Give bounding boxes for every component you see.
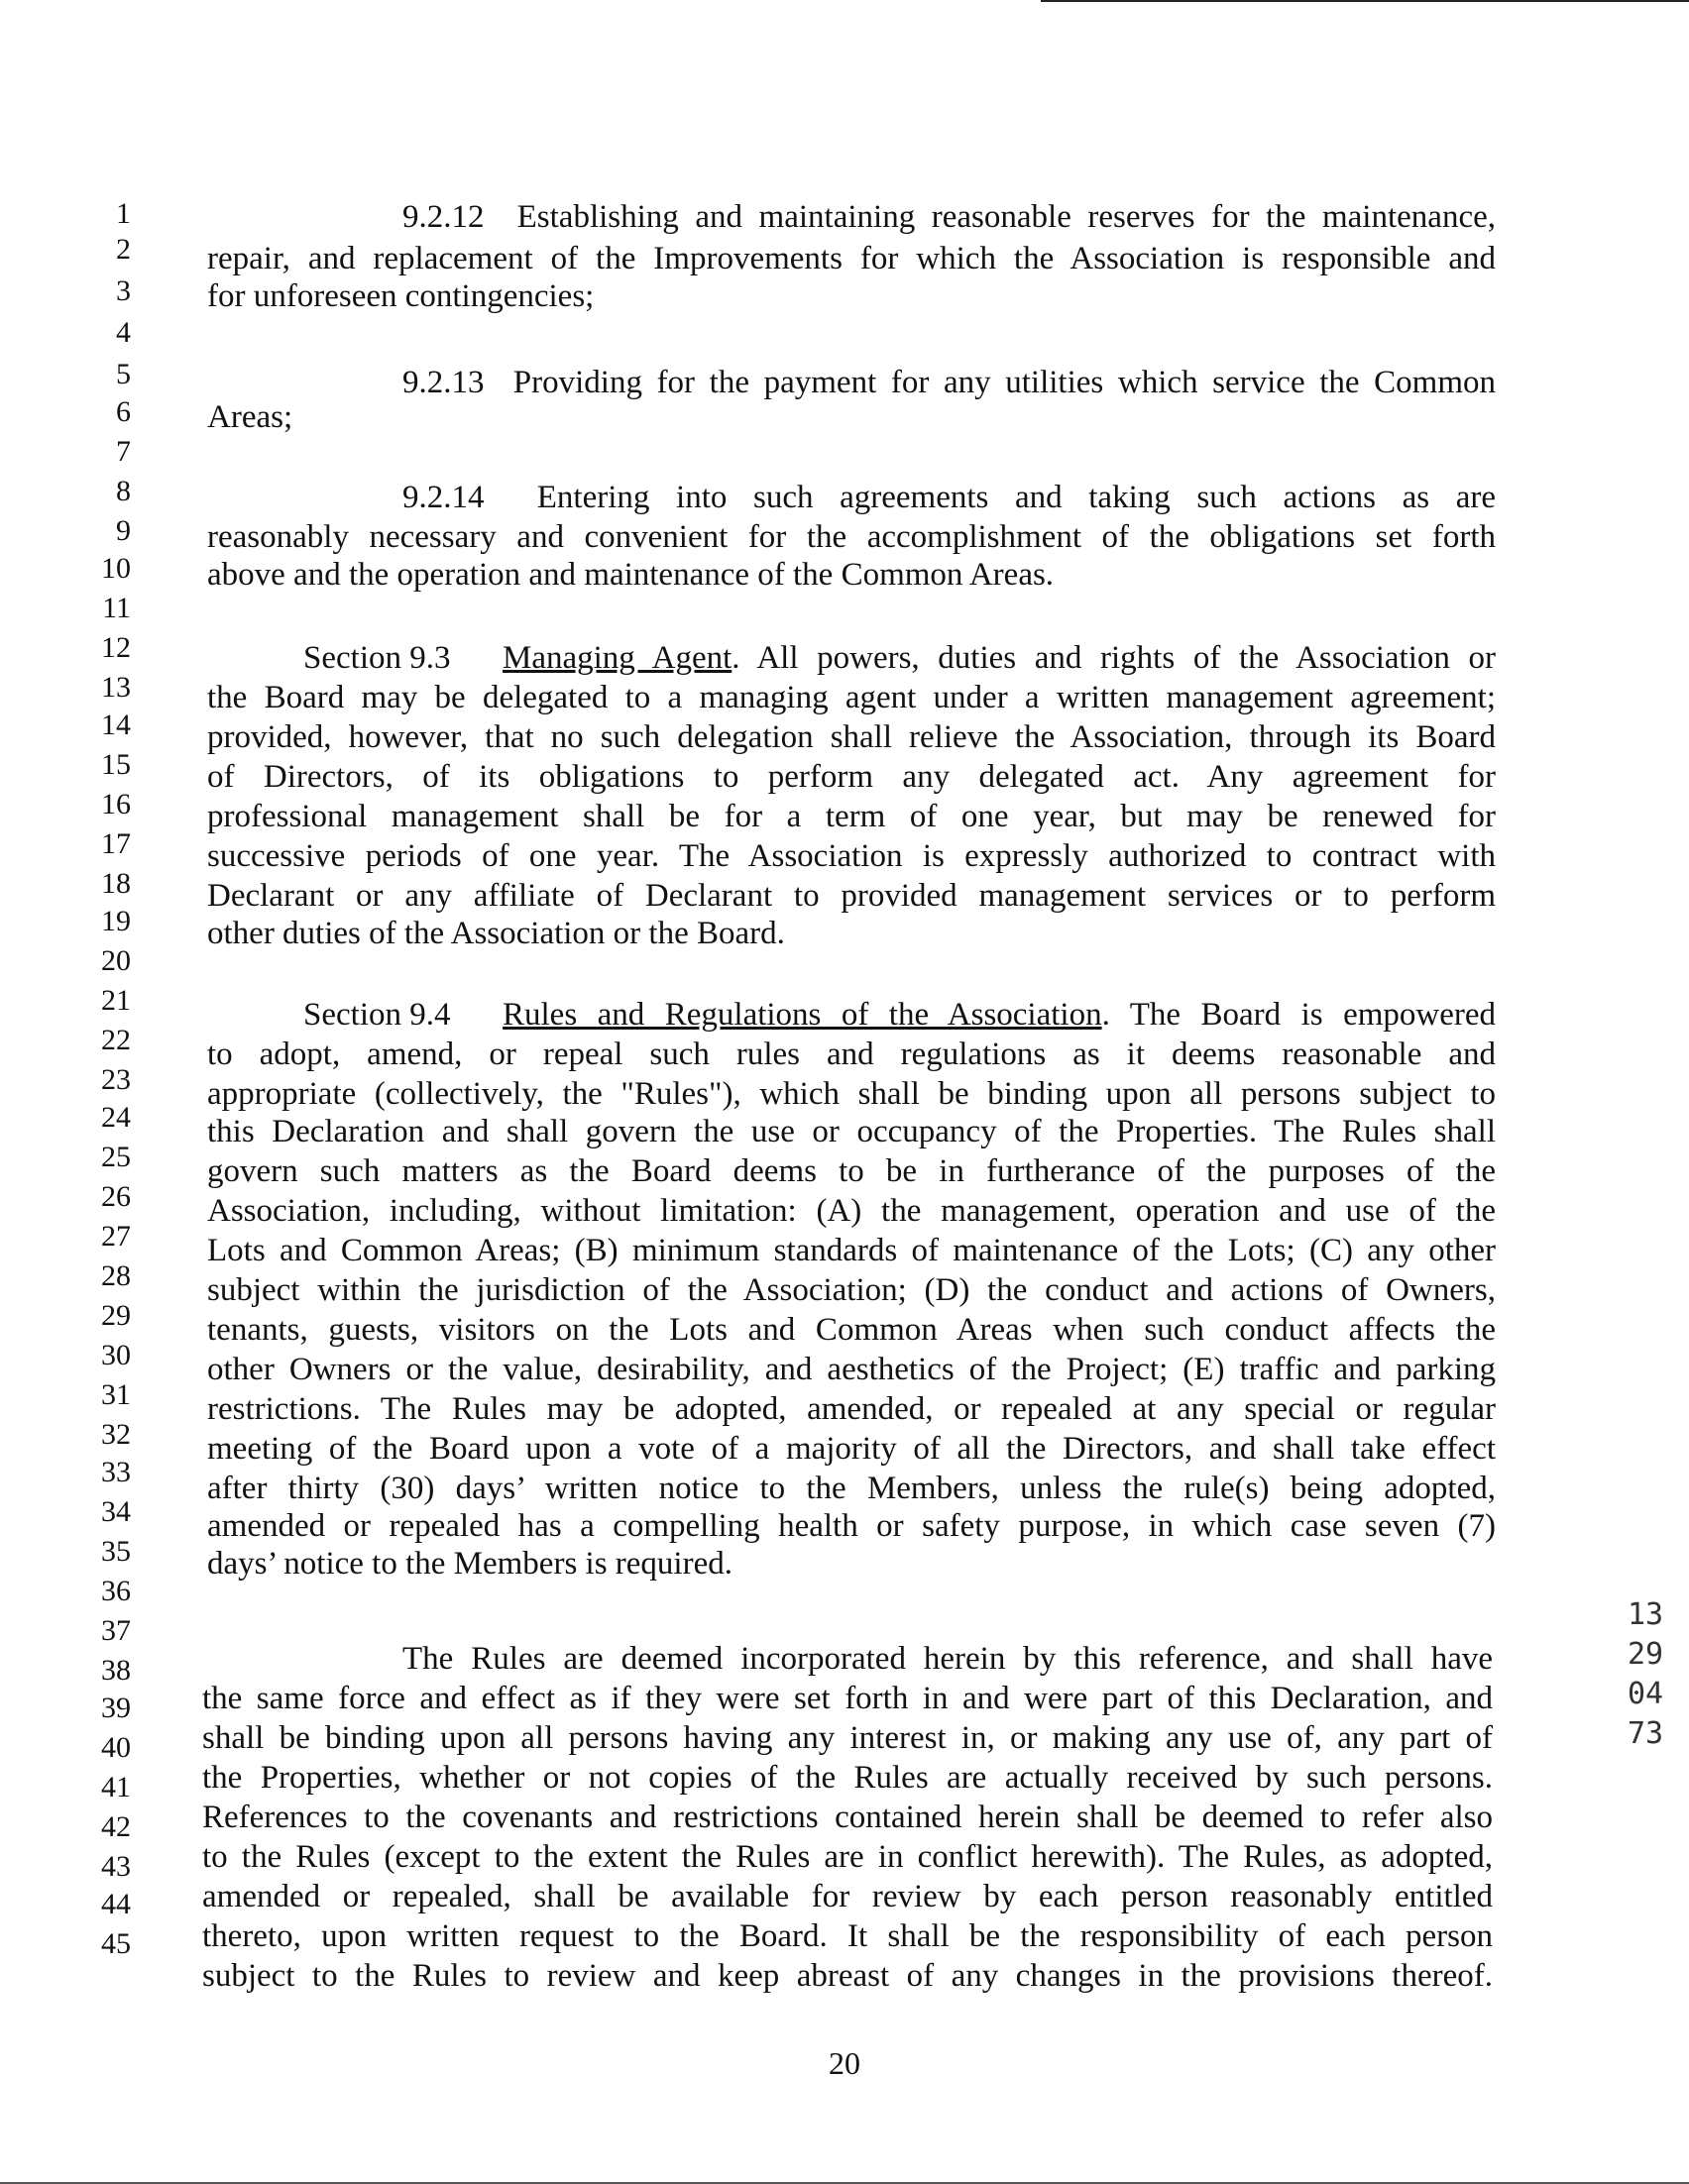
text-line: other duties of the Association or the Board. [207,916,785,951]
text-line: Areas; [207,399,293,435]
line-number: 18 [101,867,131,900]
line-number: 39 [101,1692,131,1724]
line-number: 26 [101,1180,131,1213]
text-line: successive periods of one year. The Association is expressly authorized to contract with [207,838,1496,874]
line-number: 17 [101,827,131,860]
line-number: 12 [101,631,131,664]
text-line: Declarant or any affiliate of Declarant to provided management services or to perform [207,878,1496,914]
line-number: 28 [101,1259,131,1292]
text-line: provided, however, that no such delegation shall relieve the Association, through its Board [207,719,1496,755]
line-number: 6 [116,395,131,428]
clause-number: 9.2.13 [402,365,485,400]
text-line: this Declaration and shall govern the use or occupancy of the Properties. The Rules shall [207,1114,1496,1149]
text-line: the same force and effect as if they were set forth in and were part of this Declaration, and [202,1681,1493,1716]
text-line: Association, including, without limitation: (A) the management, operation and use of the [207,1193,1496,1229]
line-number: 38 [101,1654,131,1687]
text-line: shall be binding upon all persons having any interest in, or making any use of, any part of [202,1720,1493,1756]
line-number: 24 [101,1101,131,1134]
text-line: for unforeseen contingencies; [207,278,595,314]
line-number: 9 [116,514,131,547]
section-label: Section 9.4 [303,997,451,1033]
line-number: 7 [116,435,131,468]
line-number: 8 [116,475,131,507]
text-line: 9.2.13 Providing for the payment for any utilities which service the Common [402,365,1497,400]
line-number: 10 [101,552,131,585]
clause-number: 9.2.12 [402,199,485,235]
text-line: 9.2.14 Entering into such agreements and taking such actions as are [402,480,1496,515]
line-number: 33 [101,1456,131,1488]
line-number: 11 [102,592,131,624]
line-number: 16 [101,788,131,820]
line-number: 21 [101,984,131,1017]
line-number: 13 [101,671,131,704]
text-line: after thirty (30) days’ written notice to the Members, unless the rule(s) being adopted, [207,1471,1496,1506]
text-line: restrictions. The Rules may be adopted, amended, or repealed at any special or regular [207,1391,1496,1427]
line-number: 25 [101,1141,131,1173]
line-number: 14 [101,709,131,741]
text-line: tenants, guests, visitors on the Lots and Common Areas when such conduct affects the [207,1312,1496,1348]
text-line: the Properties, whether or not copies of the Rules are actually received by such persons. [202,1760,1493,1796]
text-line: to adopt, amend, or repeal such rules and regulations as it deems reasonable and [207,1037,1496,1072]
text-line: of Directors, of its obligations to perform any delegated act. Any agreement for [207,759,1496,795]
line-number: 41 [101,1771,131,1803]
line-number: 23 [101,1063,131,1096]
line-number: 44 [101,1888,131,1920]
line-number: 2 [116,233,131,266]
line-number: 27 [101,1220,131,1253]
text-line: The Rules are deemed incorporated herein by this reference, and shall have [402,1641,1493,1677]
line-number: 32 [101,1418,131,1451]
text-line: meeting of the Board upon a vote of a majority of all the Directors, and shall take effect [207,1431,1496,1467]
line-number: 31 [101,1378,131,1411]
text-line: Lots and Common Areas; (B) minimum standards of maintenance of the Lots; (C) any other [207,1233,1496,1268]
text-line: other Owners or the value, desirability, and aesthetics of the Project; (E) traffic and parking [207,1352,1496,1387]
text-line: above and the operation and maintenance of the Common Areas. [207,557,1055,593]
line-number: 3 [116,274,131,307]
line-number: 19 [101,905,131,937]
recording-stamp: 1329 0473 [1627,1597,1664,1751]
text-line: Managing Agent. All powers, duties and rights of the Association or [503,640,1496,676]
text-line: thereto, upon written request to the Board. It shall be the responsibility of each person [202,1918,1493,1954]
line-number: 42 [101,1810,131,1843]
text-line: reasonably necessary and convenient for the accomplishment of the obligations set forth [207,519,1496,555]
line-number: 43 [101,1850,131,1883]
line-number: 15 [101,748,131,781]
text-line: the Board may be delegated to a managing agent under a written management agreement; [207,680,1496,715]
text-line: repair, and replacement of the Improvements for which the Association is responsible and [207,241,1496,276]
text-line: amended or repealed, shall be available for review by each person reasonably entitled [202,1879,1493,1914]
clause-number: 9.2.14 [402,480,485,515]
text-line: subject within the jurisdiction of the Association; (D) the conduct and actions of Owners, [207,1272,1496,1308]
text-line: days’ notice to the Members is required. [207,1546,732,1582]
text-line: 9.2.12 Establishing and maintaining reasonable reserves for the maintenance, [402,199,1496,235]
text-line: amended or repealed has a compelling health or safety purpose, in which case seven (7) [207,1508,1496,1544]
line-number: 40 [101,1731,131,1764]
line-number: 37 [101,1614,131,1647]
section-label: Section 9.3 [303,640,451,676]
section-heading: Managing Agent [503,640,732,676]
line-number: 34 [101,1495,131,1528]
section-heading: Rules and Regulations of the Association [503,997,1102,1033]
text-line: professional management shall be for a term of one year, but may be renewed for [207,799,1496,834]
text-line: govern such matters as the Board deems to be in furtherance of the purposes of the [207,1153,1496,1189]
line-number: 20 [101,944,131,977]
scan-edge-top [1041,0,1689,2]
line-number: 36 [101,1575,131,1607]
line-number: 29 [101,1299,131,1332]
text-line: References to the covenants and restrictions contained herein shall be deemed to refer also [202,1800,1493,1835]
text-line: appropriate (collectively, the "Rules"), which shall be binding upon all persons subject to [207,1076,1496,1112]
line-number: 22 [101,1024,131,1056]
line-number: 1 [116,197,131,230]
line-number: 4 [116,316,131,349]
line-number: 30 [101,1339,131,1371]
page-number: 20 [829,2045,860,2081]
text-line: to the Rules (except to the extent the Rules are in conflict herewith). The Rules, as adopted, [202,1839,1493,1875]
text-line: Rules and Regulations of the Association. The Board is empowered [503,997,1496,1033]
text-line: subject to the Rules to review and keep abreast of any changes in the provisions thereof. [202,1958,1493,1994]
line-number: 5 [116,358,131,390]
line-number: 35 [101,1535,131,1568]
line-number: 45 [101,1927,131,1960]
